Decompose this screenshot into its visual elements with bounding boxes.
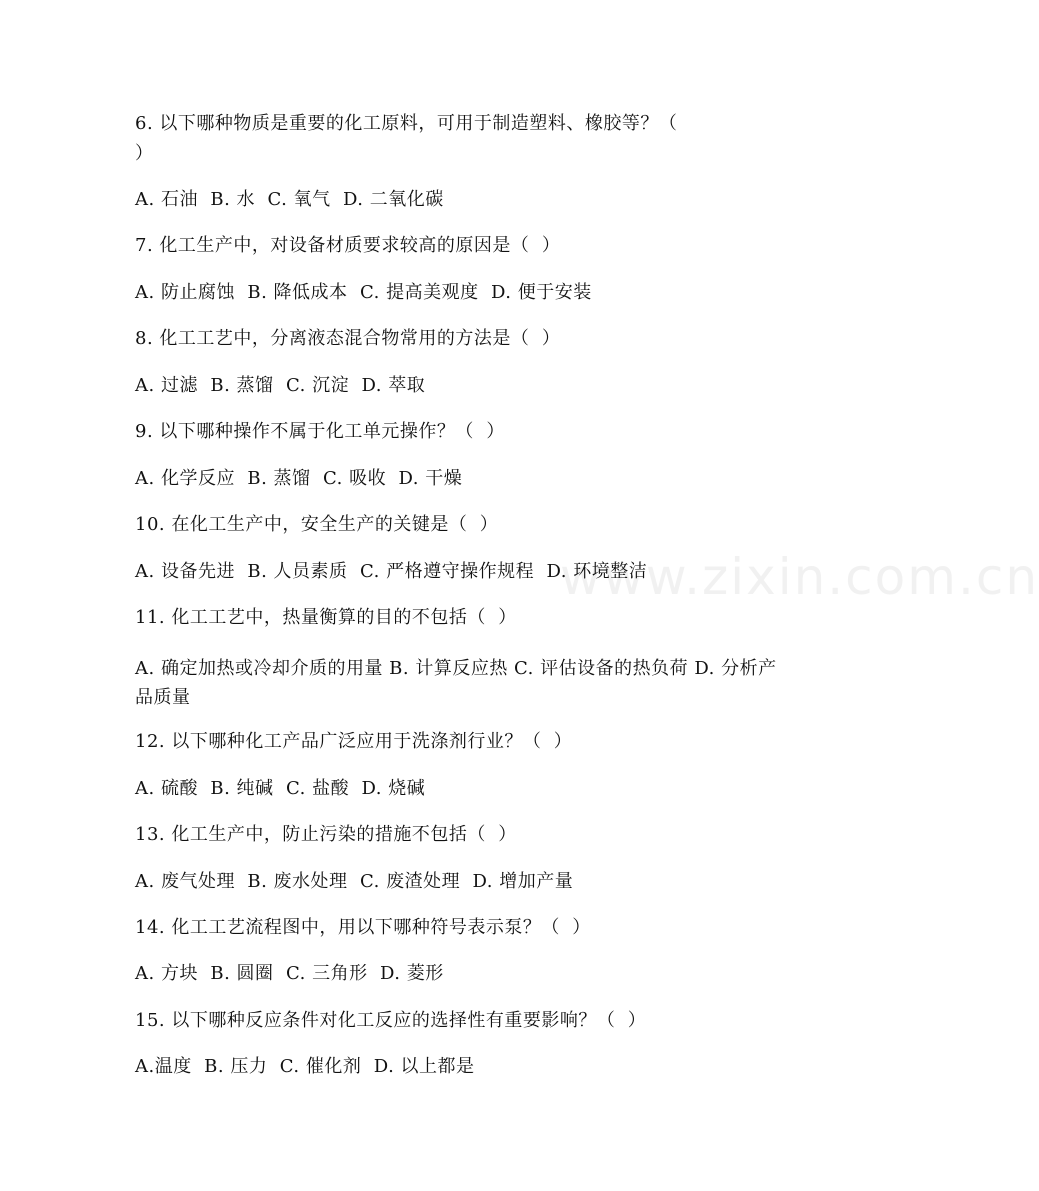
- question-7-stem: 7. 化工生产中，对设备材质要求较高的原因是（ ）: [135, 235, 561, 256]
- question-8-stem: 8. 化工工艺中，分离液态混合物常用的方法是（ ）: [135, 328, 561, 349]
- question-6-stem-continued: ）: [135, 143, 154, 164]
- question-8-options: A. 过滤 B. 蒸馏 C. 沉淀 D. 萃取: [135, 375, 426, 396]
- question-15-options: A.温度 B. 压力 C. 催化剂 D. 以上都是: [135, 1056, 475, 1077]
- question-6-stem: 6. 以下哪种物质是重要的化工原料，可用于制造塑料、橡胶等？（: [135, 113, 678, 134]
- question-11-options: A. 确定加热或冷却介质的用量 B. 计算反应热 C. 评估设备的热负荷 D. 分析产品质量: [135, 658, 777, 708]
- question-10-stem: 10. 在化工生产中，安全生产的关键是（ ）: [135, 514, 499, 535]
- question-13-stem: 13. 化工生产中，防止污染的措施不包括（ ）: [135, 824, 517, 845]
- question-15-stem: 15. 以下哪种反应条件对化工反应的选择性有重要影响？（ ）: [135, 1010, 647, 1031]
- question-9-options: A. 化学反应 B. 蒸馏 C. 吸收 D. 干燥: [135, 468, 463, 489]
- question-7-options: A. 防止腐蚀 B. 降低成本 C. 提高美观度 D. 便于安装: [135, 282, 592, 303]
- question-6-options: A. 石油 B. 水 C. 氧气 D. 二氧化碳: [135, 189, 444, 210]
- question-13-options: A. 废气处理 B. 废水处理 C. 废渣处理 D. 增加产量: [135, 871, 574, 892]
- question-14-options: A. 方块 B. 圆圈 C. 三角形 D. 菱形: [135, 963, 444, 984]
- question-12-options: A. 硫酸 B. 纯碱 C. 盐酸 D. 烧碱: [135, 778, 426, 799]
- question-14-stem: 14. 化工工艺流程图中，用以下哪种符号表示泵？（ ）: [135, 917, 591, 938]
- question-11-stem: 11. 化工工艺中，热量衡算的目的不包括（ ）: [135, 607, 517, 628]
- question-9-stem: 9. 以下哪种操作不属于化工单元操作？（ ）: [135, 421, 505, 442]
- watermark: www.zixin.com.cn: [560, 548, 1039, 606]
- question-10-options: A. 设备先进 B. 人员素质 C. 严格遵守操作规程 D. 环境整洁: [135, 561, 648, 582]
- question-12-stem: 12. 以下哪种化工产品广泛应用于洗涤剂行业？（ ）: [135, 731, 573, 752]
